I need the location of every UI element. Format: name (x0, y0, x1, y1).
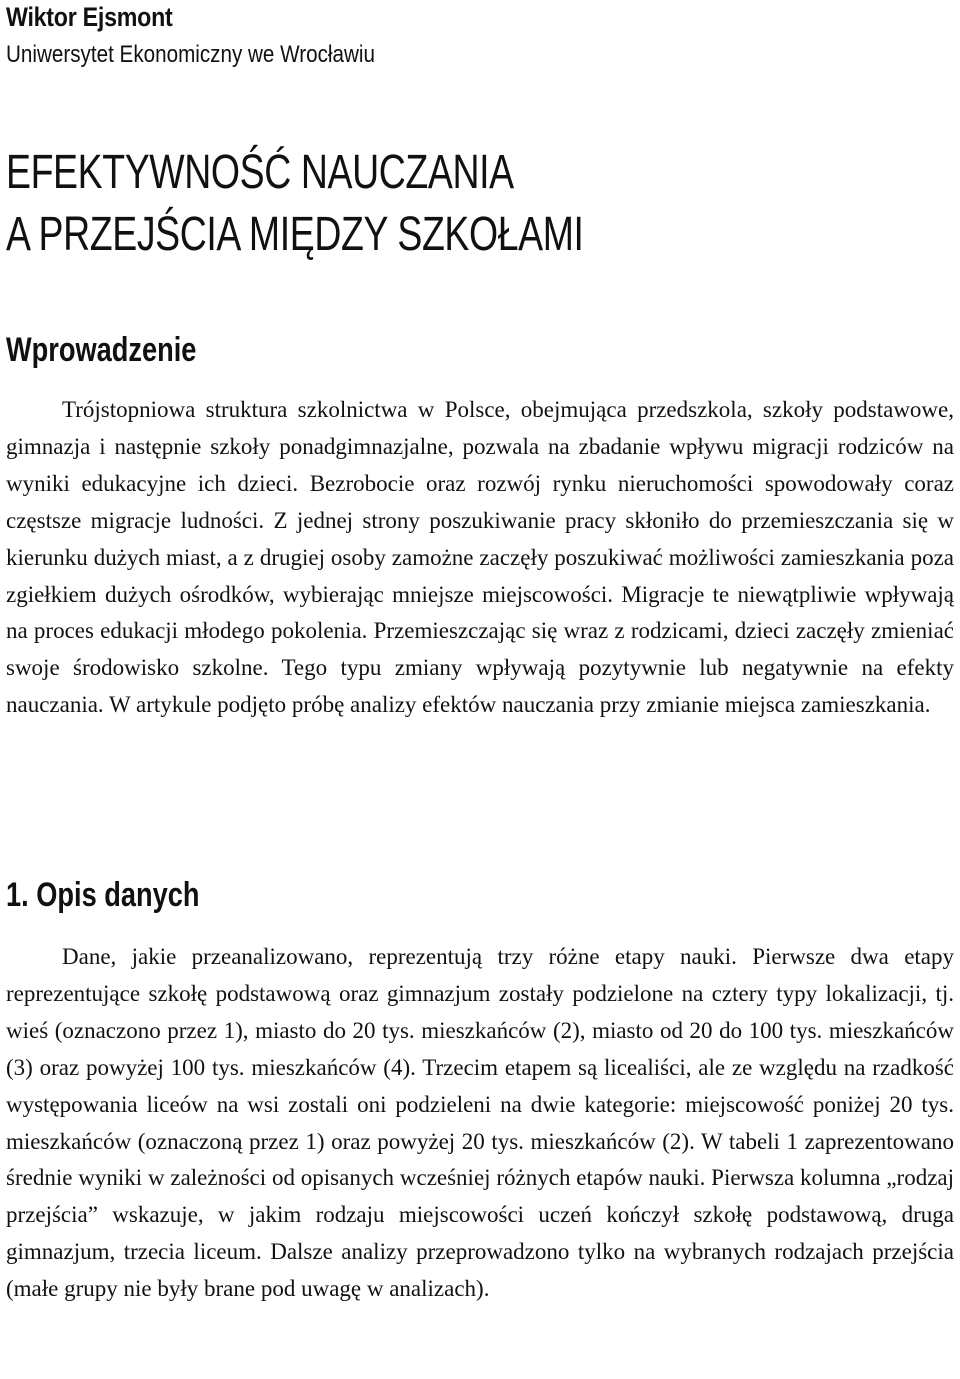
author-affiliation: Uniwersytet Ekonomiczny we Wrocławiu (6, 41, 375, 68)
article-title-line-1: EFEKTYWNOŚĆ NAUCZANIA (6, 146, 514, 199)
section-heading-data-description: 1. Opis danych (6, 876, 200, 914)
section-body-data-description: Dane, jakie przeanalizowano, reprezentują trzy różne etapy nauki. Pierwsze dwa etapy reprezentujące szkołę podstawową oraz gimnazjum zostały podzielone na cztery typy lokalizacji, tj. wieś (oznaczono przez 1), miasto do 20 tys. mieszkańców (2), miasto od 20 do 100 tys. mieszkańców (3) oraz powyżej 100 tys. mieszkańców (4). Trzecim etapem są licealiści, ale ze względu na rzadkość występowania liceów na wsi zostali oni podzieleni na dwie kategorie: miejscowość poniżej 20 tys. mieszkańców (oznaczoną przez 1) oraz powyżej 20 tys. mieszkańców (2). W tabeli 1 zaprezentowano średnie wyniki w zależności od opisanych wcześniej różnych etapów nauki. Pierwsza kolumna „rodzaj przejścia” wskazuje, w jakim rodzaju miejscowości uczeń kończył szkołę podstawową, druga gimnazjum, trzecia liceum. Dalsze analizy przeprowadzono tylko na wybranych rodzajach przejścia (małe grupy nie były brane pod uwagę w analizach). (6, 944, 954, 1302)
author-name: Wiktor Ejsmont (6, 2, 173, 32)
section-body-introduction: Trójstopniowa struktura szkolnictwa w Polsce, obejmująca przedszkola, szkoły podstawowe, gimnazja i następnie szkoły ponadgimnazjalne, pozwala na zbadanie wpływu migracji rodziców na wyniki edukacyjne ich dzieci. Bezrobocie oraz rozwój rynku nieruchomości spowodowały coraz częstsze migracje ludności. Z jednej strony poszukiwanie pracy skłoniło do przemieszczania się w kierunku dużych miast, a z drugiej osoby zamożne zaczęły poszukiwać możliwości zamieszkania poza zgiełkiem dużych ośrodków, wybierając mniejsze miejscowości. Migracje te niewątpliwie wpływają na proces edukacji młodego pokolenia. Przemieszczając się wraz z rodzicami, dzieci zaczęły zmieniać swoje środowisko szkolne. Tego typu zmiany wpływają pozytywnie lub negatywnie na efekty nauczania. W artykule podjęto próbę analizy efektów nauczania przy zmianie miejsca zamieszkania. (6, 397, 954, 718)
section-heading-introduction: Wprowadzenie (6, 331, 197, 369)
article-title-line-2: A PRZEJŚCIA MIĘDZY SZKOŁAMI (6, 208, 584, 261)
article-title (6, 142, 584, 266)
